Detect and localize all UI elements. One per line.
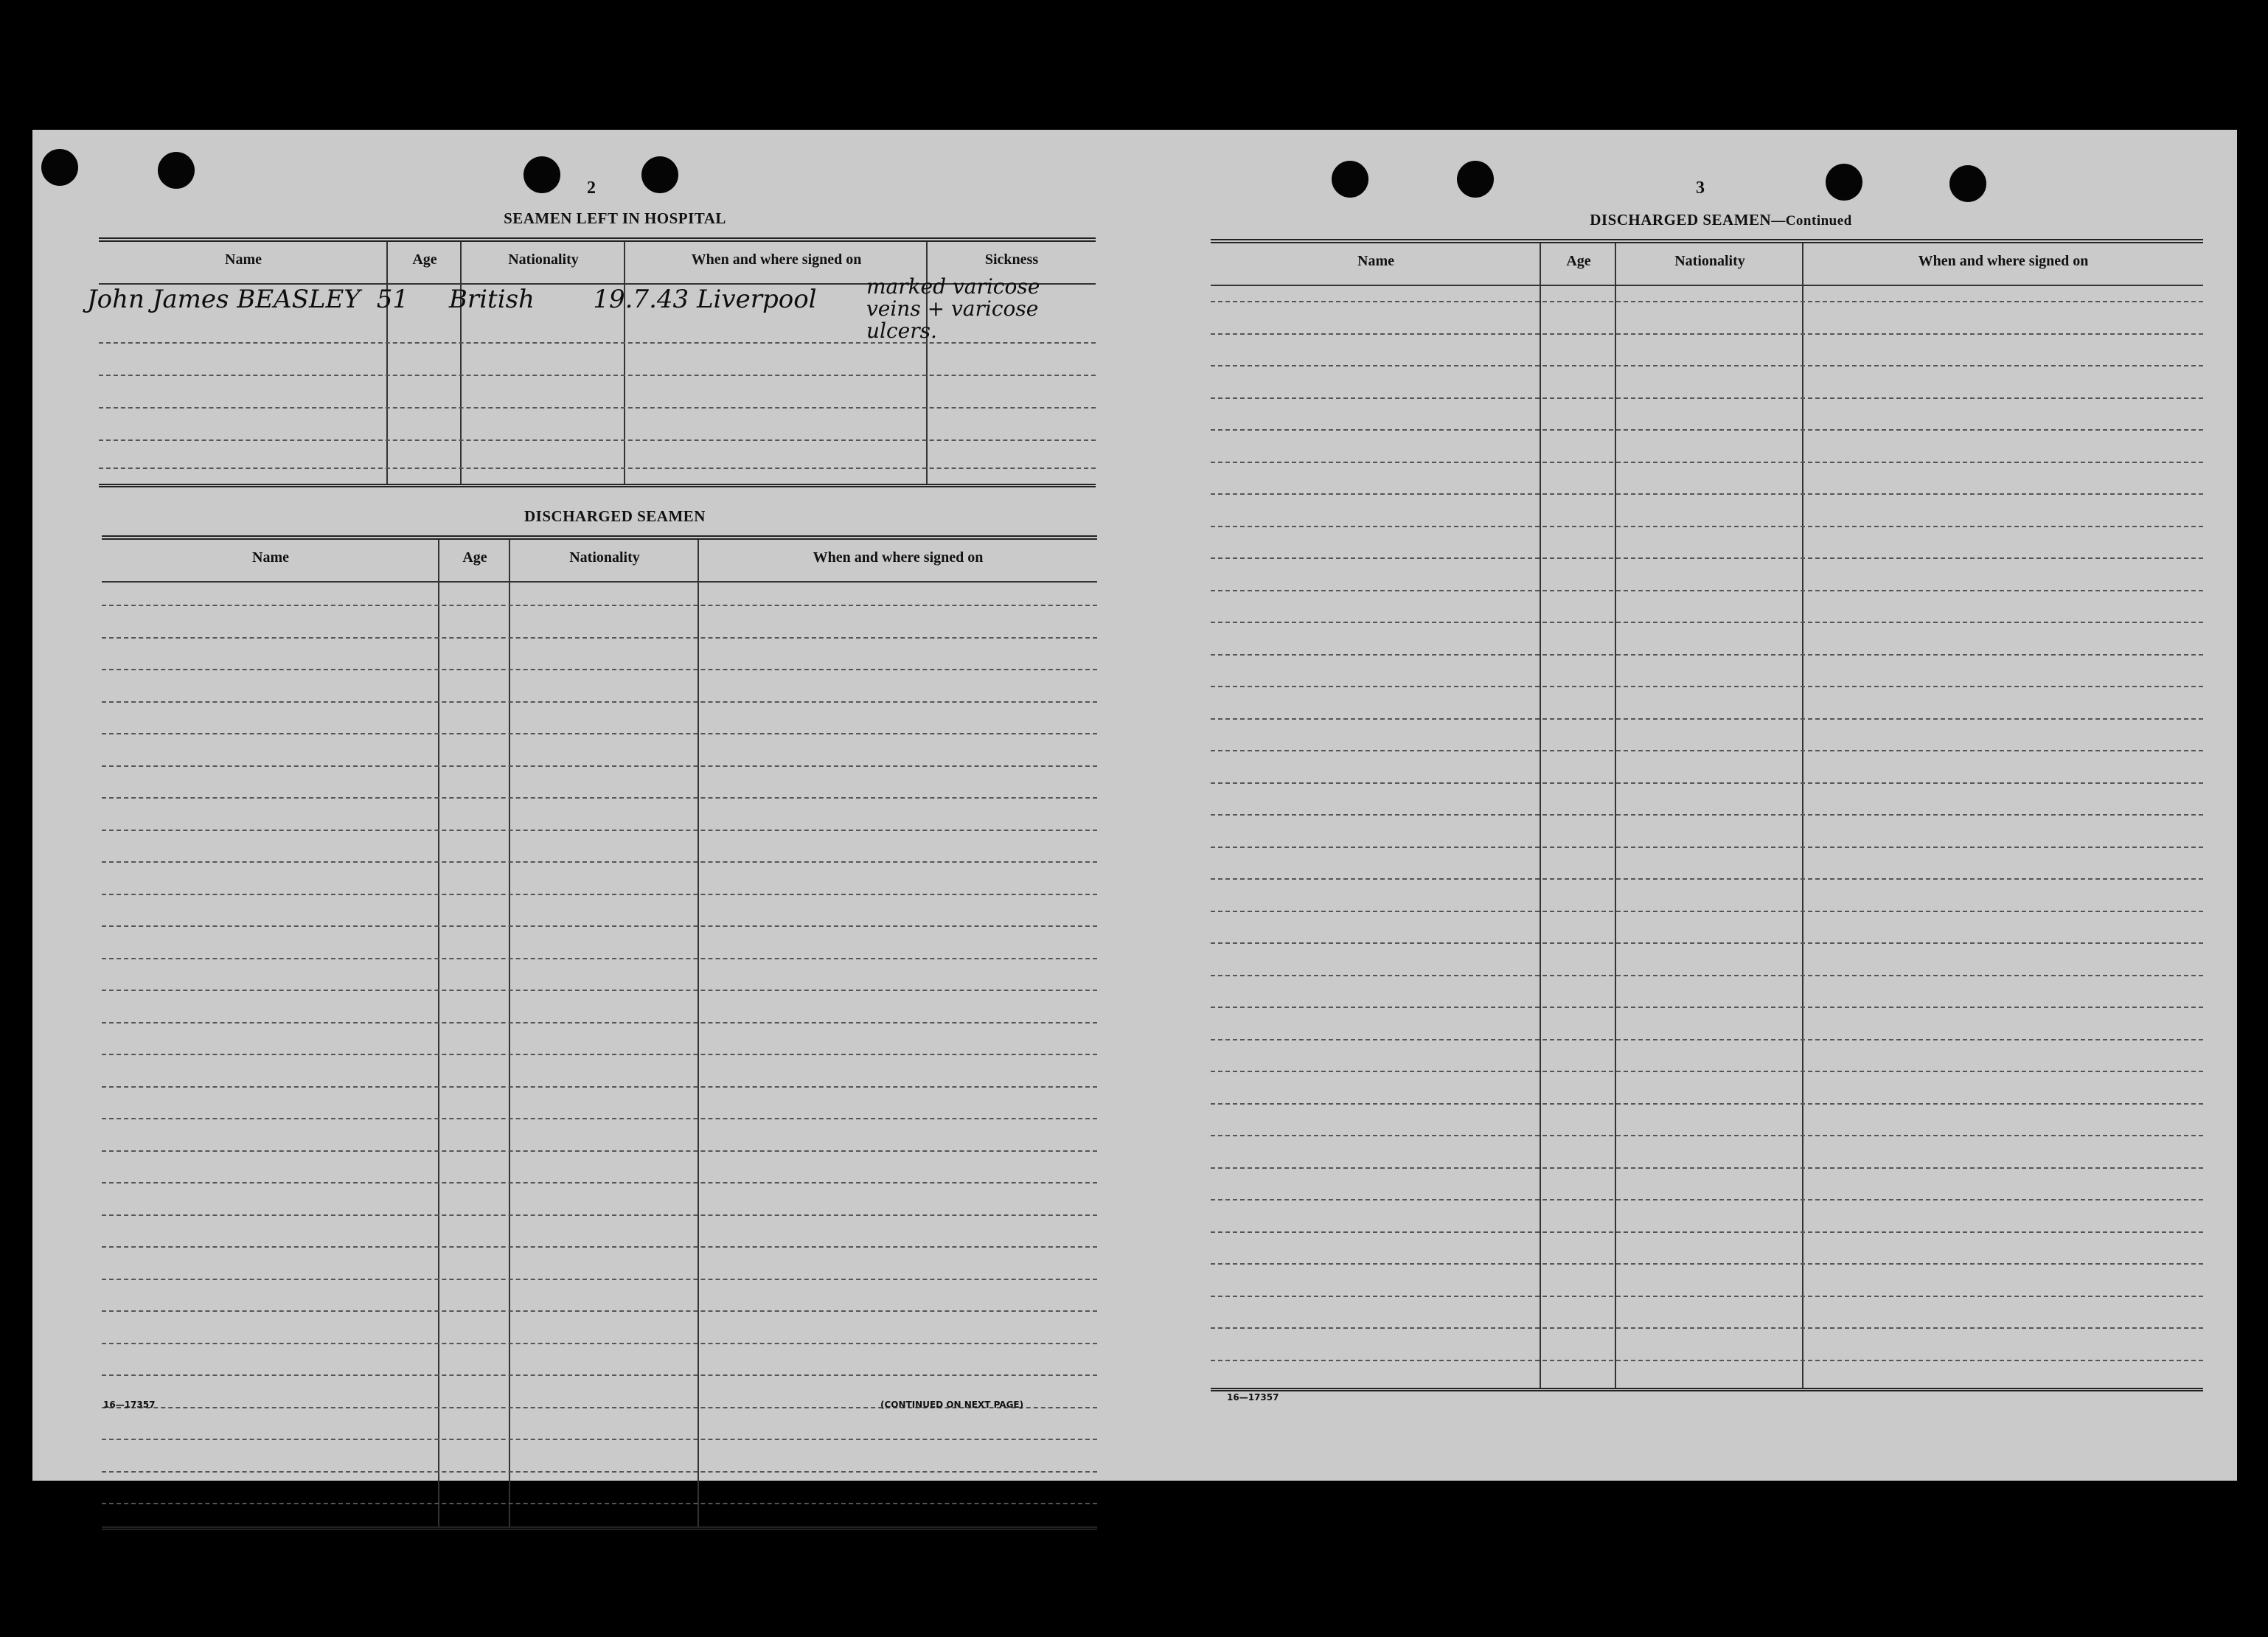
table-row-line [1211,1103,2203,1105]
hospital-table [87,237,1096,487]
entry-nationality: British [448,285,535,314]
form-number-right: 16—17357 [1227,1392,1279,1403]
table-row-line [99,468,1096,469]
table-row-line [1211,365,2203,366]
table-row-line [1211,1199,2203,1200]
table-row-line [1211,1135,2203,1136]
table-row-line [1211,1071,2203,1072]
entry-sickness: marked varicose veins + varicose ulcers. [866,274,1040,343]
hospital-section-title: SEAMEN LEFT IN HOSPITAL [504,209,726,227]
table-row-line [1211,942,2203,944]
col-header-nationality: Nationality [1674,253,1745,269]
table-row-line [1211,750,2203,751]
col-header-age: Age [1566,253,1591,269]
table-row-line [102,925,1097,927]
table-row-line [1211,1167,2203,1169]
table-row-line [1211,526,2203,527]
left-page-number: 2 [587,178,596,198]
col-header-signed-on: When and where signed on [691,251,862,268]
table-row-line [102,797,1097,799]
table-row-line [1211,782,2203,784]
punch-hole [641,156,678,193]
entry-signed-on: 19.7.43 Liverpool [593,285,817,314]
table-row-line [1211,975,2203,976]
table-row-line [102,1471,1097,1473]
table-row-line [1211,590,2203,591]
table-row-line [102,990,1097,991]
discharged-continued-title-main: DISCHARGED SEAMEN [1590,211,1772,229]
table-row-line [102,894,1097,895]
table-row-line [102,1054,1097,1055]
discharged-continued-suffix: —Continued [1771,213,1852,229]
col-header-nationality: Nationality [569,549,640,566]
table-row-line [102,1503,1097,1504]
table-row-line [102,861,1097,863]
discharged-continued-table [1211,239,2203,1391]
entry-name: John James BEASLEY [87,285,361,314]
table-row-line [1211,1296,2203,1297]
table-row-line [102,669,1097,670]
table-row-line [1211,654,2203,656]
table-row-line [1211,718,2203,720]
punch-hole [41,149,78,186]
table-row-line [99,407,1096,409]
table-row-line [1211,622,2203,623]
col-header-name: Name [1357,253,1394,269]
discharged-table-columns [102,540,1097,1526]
table-row-line [102,958,1097,959]
table-row-line [102,1150,1097,1152]
table-row-line [102,1279,1097,1280]
col-header-signed-on: When and where signed on [813,549,984,566]
col-header-sickness: Sickness [984,251,1039,268]
table-row-line [1211,1231,2203,1233]
table-row-line [102,1182,1097,1184]
punch-hole [1457,161,1494,198]
table-row-line [102,1086,1097,1088]
entry-age: 51 [376,285,408,314]
punch-hole [1949,165,1986,202]
discharged-continued-table-columns [1211,243,2203,1388]
table-row-line [102,701,1097,703]
punch-hole [1826,164,1862,201]
table-row-line [99,439,1096,441]
col-header-name: Name [225,251,262,268]
table-row-line [102,1343,1097,1344]
col-header-nationality: Nationality [508,251,579,268]
form-number: 16—17357 [103,1400,156,1410]
table-row-line [1211,333,2203,335]
table-row-line [1211,1007,2203,1008]
table-row-line [102,1214,1097,1216]
table-row-line [1211,686,2203,687]
right-page-number: 3 [1696,178,1705,198]
table-row-line [1211,557,2203,559]
document-sheet [32,130,2237,1481]
punch-hole [158,152,195,189]
table-row-line [1211,493,2203,495]
table-row-line [1211,878,2203,880]
table-row-line [102,1022,1097,1023]
table-row-line [102,1246,1097,1248]
table-row-line [1211,1327,2203,1329]
col-header-age: Age [412,251,437,268]
table-row-line [102,733,1097,734]
table-row-line [102,1118,1097,1119]
table-row-line [1211,847,2203,848]
table-row [87,274,1096,344]
table-row-line [1211,1263,2203,1265]
table-row-line [1211,814,2203,816]
table-row-line [102,1439,1097,1440]
table-row-line [1211,1360,2203,1361]
col-header-name: Name [252,549,289,566]
discharged-section-title: DISCHARGED SEAMEN [524,507,706,525]
table-row-line [1211,301,2203,302]
col-header-signed-on: When and where signed on [1918,253,2089,269]
table-row-line [102,605,1097,606]
table-row-line [102,830,1097,831]
discharged-table [102,535,1097,1530]
continued-note: (CONTINUED ON NEXT PAGE) [880,1400,1024,1410]
table-row-line [1211,429,2203,431]
table-row-line [102,637,1097,639]
table-row-line [102,1310,1097,1312]
table-row-line [1211,911,2203,912]
table-row-line [1211,397,2203,399]
table-row-line [99,375,1096,376]
table-row-line [102,765,1097,767]
table-row-line [1211,462,2203,463]
table-row-line [1211,1039,2203,1040]
punch-hole [1332,161,1368,198]
discharged-continued-title [1242,211,2200,229]
table-row-line [102,1374,1097,1376]
punch-hole [523,156,560,193]
col-header-age: Age [462,549,487,566]
